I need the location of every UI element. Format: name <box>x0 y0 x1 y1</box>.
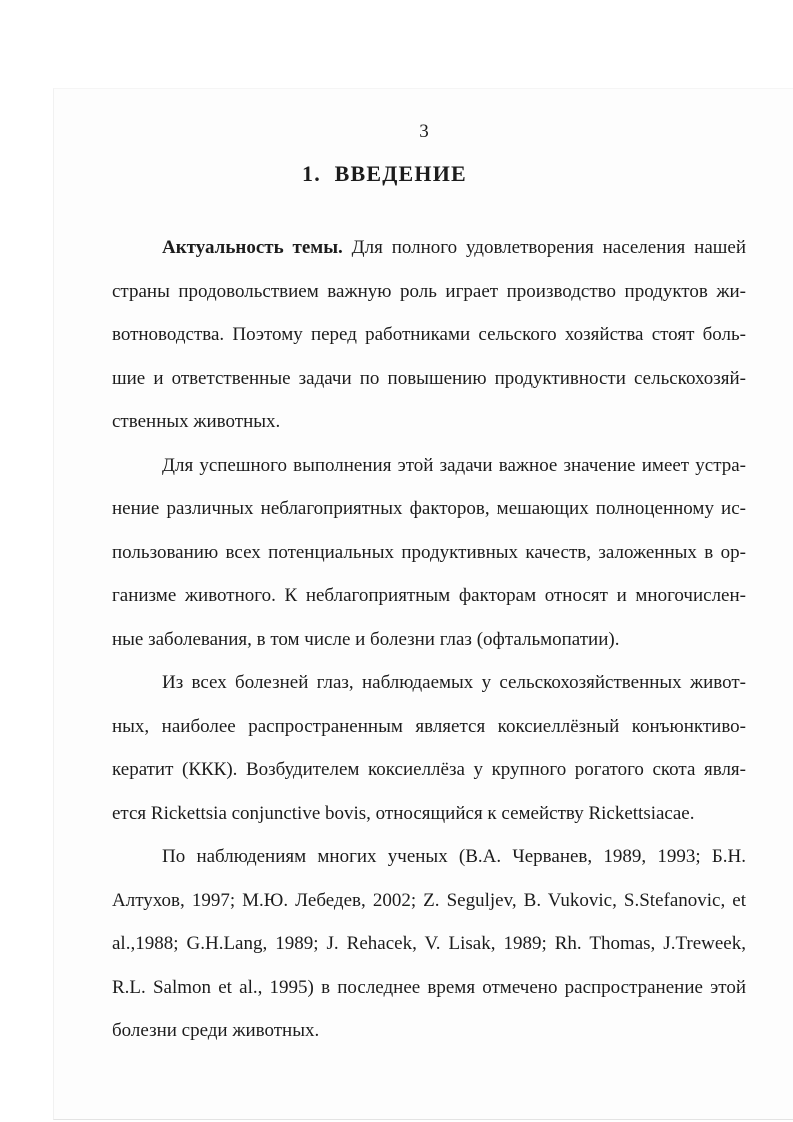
text-line: al.,1988; G.H.Lang, 1989; J. Rehacek, V. Lisak, 1989; Rh. Thomas, J.Treweek, <box>112 933 746 954</box>
text-line: По наблюдениям многих ученых (В.А. Черванев, 1989, 1993; Б.Н. <box>162 846 746 867</box>
paragraph-lead-bold: Актуальность темы. <box>162 237 343 258</box>
text-line: ных, наиболее распространенным является коксиеллёзный конъюнктиво- <box>112 715 746 737</box>
text-line <box>112 226 746 270</box>
text-line: ется Rickettsia conjunctive bovis, относящийся к семейству Rickettsiacae. <box>112 802 695 824</box>
text-line: нение различных неблагоприятных факторов, мешающих полноценному ис- <box>112 498 746 519</box>
text-line: пользованию всех потенциальных продуктивных качеств, заложенных в ор- <box>112 541 746 563</box>
text-line: шие и ответственные задачи по повышению продуктивности сельскохозяй- <box>112 367 746 389</box>
text-line: болезни среди животных. <box>112 1020 320 1041</box>
text-line: ные заболевания, в том числе и болезни глаз (офтальмопатии). <box>112 628 620 650</box>
document-body <box>112 226 746 1053</box>
text-line: кератит (ККК). Возбудителем коксиеллёза у крупного рогатого скота явля- <box>112 759 746 780</box>
text-line: страны продовольствием важную роль играет производство продуктов жи- <box>112 280 746 302</box>
text-line: ганизме животного. К неблагоприятным факторам относят и многочислен- <box>112 585 746 606</box>
text-line: ственных животных. <box>112 411 281 432</box>
text-line: Из всех болезней глаз, наблюдаемых у сельскохозяйственных живот- <box>162 672 746 693</box>
text-line: R.L. Salmon et al., 1995) в последнее время отмечено распространение этой <box>112 976 746 998</box>
text-line: вотноводства. Поэтому перед работниками сельского хозяйства стоят боль- <box>112 324 746 345</box>
text-line: Для успешного выполнения этой задачи важное значение имеет устра- <box>162 454 746 476</box>
section-heading: 1. ВВЕДЕНИЕ <box>302 161 467 186</box>
text-line: Алтухов, 1997; М.Ю. Лебедев, 2002; Z. Seguljev, B. Vukovic, S.Stefanovic, et <box>112 889 746 911</box>
page-number: 3 <box>419 121 429 142</box>
text-line-rest: Для полного удовлетворения населения нашей <box>351 237 746 258</box>
